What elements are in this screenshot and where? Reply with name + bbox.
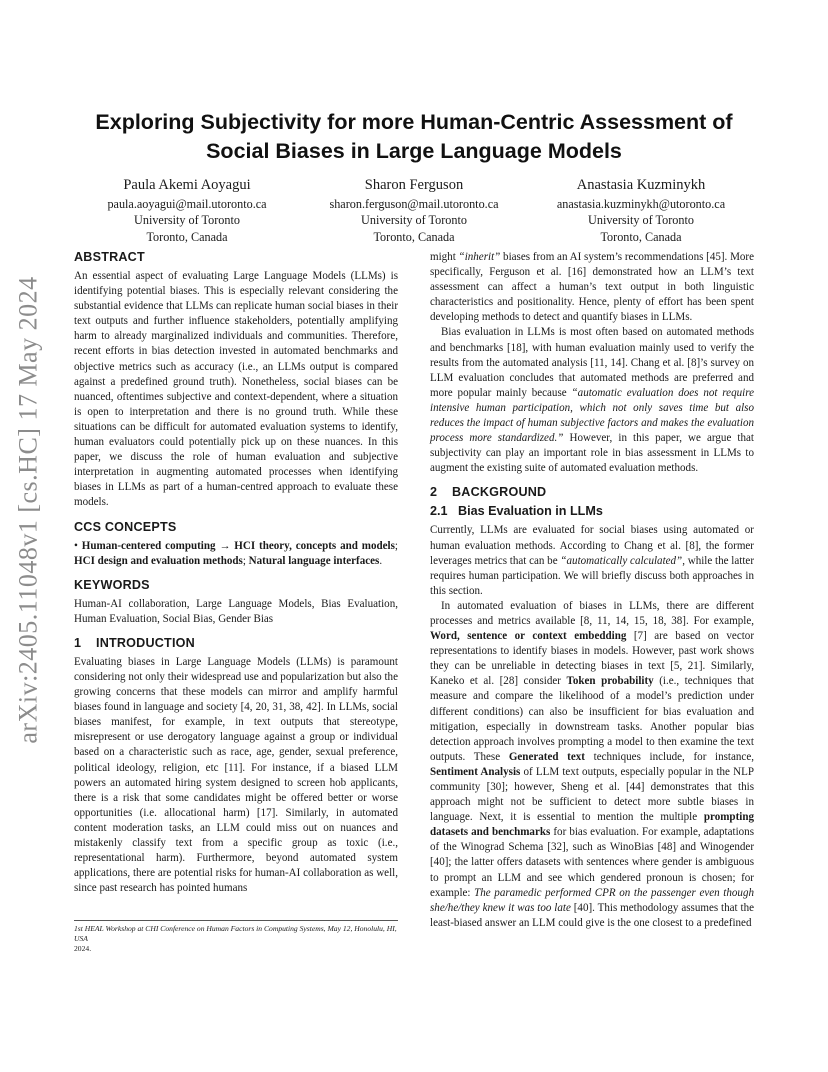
footnote-venue: 1st HEAL Workshop at CHI Conference on Human Factors in Computing Systems, May 12, Honolulu, HI, USA — [74, 924, 397, 943]
footnote-year: 2024. — [74, 944, 92, 953]
author-location: Toronto, Canada — [146, 229, 228, 244]
ccs-bullet: • — [74, 539, 78, 552]
section-number: 1 — [74, 635, 82, 650]
arxiv-stamp-text: arXiv:2405.11048v1 [cs.HC] 17 May 2024 — [14, 276, 43, 744]
background-paragraph-2: In automated evaluation of biases in LLMs, there are different processes and metrics available [8, 11, 14, 15, 18, 38]. For example, Word, sentence or context embedding [7] are based on vector representations to identify biases in models. However, past work shows they can be unreliable in detecting biases in text [5, 21]. Similarly, Kaneko et al. [28] consider Token probability (i.e., techniques that measure and compare the likelihood of a model’s prediction under different conditions) can also be insufficient for bias evaluation and mitigation, especially in downstream tasks. Another popular bias detection approach involves prompting a model to then examine the text outputs. These Generated text techniques include, for instance, Sentiment Analysis of LLM text outputs, especially popular in the NLP community [30]; however, Sheng et al. [44] demonstrates that this approach might not be sufficient to detect more subtle biases in language. Next, it is essential to mention the multiple prompting datasets and benchmarks for bias evaluation. For example, adaptations of the Winograd Schema [32], such as WinoBias [48] and Winogender [40]; the latter offers datasets with sentences where gender is ambiguous to prompt an LLM and see which gendered pronoun is chosen; for example: The paramedic performed CPR on the passenger even though she/he/they knew it was too late [40]. This methodology assumes that the least-biased answer an LLM could give is the one closest to a predefined — [430, 599, 754, 929]
author-1 — [74, 175, 300, 245]
abstract-heading: ABSTRACT — [74, 250, 145, 264]
ccs-heading: CCS CONCEPTS — [74, 519, 177, 534]
footnote-rule — [74, 920, 398, 921]
author-location: Toronto, Canada — [600, 229, 682, 244]
author-email: paula.aoyagui@mail.utoronto.ca — [107, 197, 267, 211]
author-email: anastasia.kuzminykh@utoronto.ca — [556, 197, 726, 211]
section-title: INTRODUCTION — [96, 635, 195, 650]
author-email: sharon.ferguson@mail.utoronto.ca — [329, 197, 499, 211]
section-title: BACKGROUND — [452, 485, 547, 500]
abstract-text: An essential aspect of evaluating Large Language Models (LLMs) is identifying potential biases. This is especially relevant considering the substantial evidence that LLMs can replicate human social biases in their text outputs and further influence stakeholders, potentially amplifying harm to already marginalized individuals and communities. Therefore, recent efforts in bias detection invested in automated benchmarks and objective metrics such as accuracy (i.e., an LLMs output is compared against a predefined ground truth). Nonetheless, social biases can be nuanced, oftentimes subjective and context-dependent, where a situation is open to interpretation and there is no ground truth. While these situations can be difficult for automated evaluation systems to identify, human evaluators could potentially pick up on these nuances. In this paper, we discuss the role of human evaluation and subjective interpretation in augmenting automated processes when identifying biases in LLMs as part of a human-centred approach to evaluate these models. — [74, 270, 398, 509]
keywords-heading: KEYWORDS — [74, 577, 150, 592]
author-name: Anastasia Kuzminykh — [576, 177, 706, 193]
footnote — [74, 920, 398, 954]
subsection-heading — [430, 504, 754, 519]
author-affiliation: University of Toronto — [134, 213, 240, 228]
arxiv-identifier-stamp — [0, 200, 58, 820]
author-block — [74, 175, 754, 245]
ccs-concept-3: Natural language interfaces — [248, 554, 380, 567]
keywords-text: Human-AI collaboration, Large Language Models, Bias Evaluation, Human Evaluation, Social Bias, Gender Bias — [74, 597, 398, 625]
background-paragraph-1: Currently, LLMs are evaluated for social biases using automated or human evaluation methods. According to Chang et al. [8], the former leverages metrics that can be “automatically calculated”, while the latter requires human participation. We will briefly discuss both approaches in this section. — [430, 524, 754, 597]
introduction-paragraph-1: Evaluating biases in Large Language Models (LLMs) is paramount considering not only their widespread use and popularization but also the growing concerns that these models can mirror and amplify harmful biases found in language and society [4, 20, 31, 38, 42]. In LLMs, social biases manifest, for example, in text outputs that stereotype, misrepresent or use derogatory language against a group or individual based on a characteristic such as race, age, gender, sexual preference, political ideology, religion, etc [11]. For instance, if a biased LLM powers an automated hiring system designed to screen hob applicants, there is a risk that some candidates might be offered better or worse opportunities (i.e. allocational harm) [17]. Similarly, in automated content moderation tasks, an LLM could miss out on nuances and mistakenly classify text from a specific group as toxic (i.e., representational harm). Furthermore, beyond automated system applications, there are potential risks for human-AI collaboration as well, since past research has pointed humans — [74, 655, 398, 895]
introduction-heading — [74, 636, 398, 651]
author-name: Paula Akemi Aoyagui — [123, 177, 251, 193]
author-location: Toronto, Canada — [373, 229, 455, 244]
author-name: Sharon Ferguson — [364, 177, 464, 193]
author-affiliation: University of Toronto — [588, 213, 694, 228]
right-column — [430, 250, 754, 931]
section-number: 2 — [430, 485, 438, 500]
subsection-title: Bias Evaluation in LLMs — [458, 504, 603, 519]
subsection-number: 2.1 — [430, 504, 448, 519]
ccs-concept-1: Human-centered computing → HCI theory, concepts and models — [81, 539, 395, 552]
ccs-concept-2: HCI design and evaluation methods — [74, 554, 243, 567]
introduction-continuation: might “inherit” biases from an AI system’s recommendations [45]. More specifically, Ferguson et al. [16] demonstrated how an LLM’s text assessment can affect a human’s text output in both linguistic characteristics and positionality. Hence, plenty of effort has been spent developing methods to detect and quantify biases in LLMs. — [430, 251, 755, 324]
introduction-paragraph-2: Bias evaluation in LLMs is most often based on automated methods and benchmarks [18], with human evaluation mainly used to verify the results from the automated analysis [11, 14]. Chang et al. [8]’s survey on LLM evaluation concludes that automated methods are preferred and more popular mainly because “automatic evaluation does not require intensive human participation, which not only saves time but also reduces the impact of human subjective factors and makes the evaluation process more standardized.” However, in this paper, we argue that subjectivity can play an important role in bias assessment in LLMs to augment the existing suite of automated evaluation methods. — [430, 326, 754, 475]
author-affiliation: University of Toronto — [361, 213, 467, 228]
left-column — [74, 250, 398, 896]
author-3 — [528, 175, 754, 245]
ccs-concepts: • Human-centered computing → HCI theory, concepts and models; HCI design and evaluation methods; Natural language interfaces. — [74, 539, 398, 567]
paper-title: Exploring Subjectivity for more Human-Centric Assessment of Social Biases in Large Language Models — [95, 110, 733, 163]
author-2 — [301, 175, 527, 245]
background-heading — [430, 485, 754, 500]
